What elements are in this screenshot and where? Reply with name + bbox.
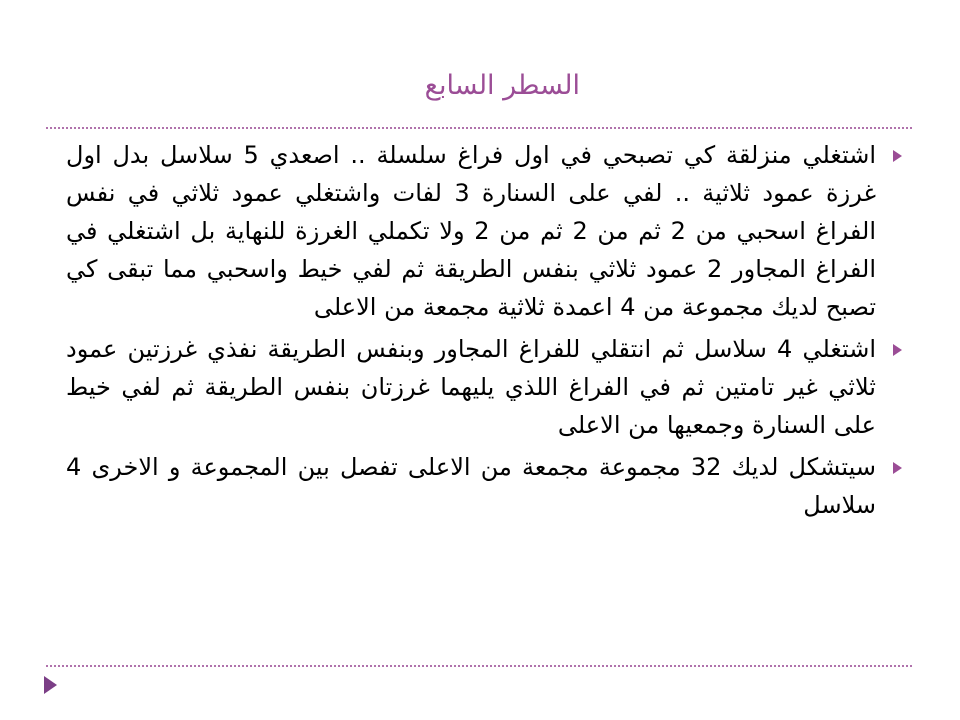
bottom-divider	[46, 665, 912, 667]
bullet-marker-icon	[893, 344, 902, 356]
bullet-text: سيتشكل لديك 32 مجموعة مجمعة من الاعلى تفصل بين المجموعة و الاخرى 4 سلاسل	[66, 453, 876, 519]
bullet-text: اشتغلي منزلقة كي تصبحي في اول فراغ سلسلة .. اصعدي 5 سلاسل بدل اول غرزة عمود ثلاثية .. لفي على السنارة 3 لفات واشتغلي عمود ثلاثي في نفس الفراغ اسحبي من 2 ثم من 2 ثم من 2 ولا تكملي الغرزة للنهاية بل اشتغلي في الفراغ المجاور 2 عمود ثلاثي بنفس الطريقة ثم لفي خيط واسحبي مما تبقى كي تصبح لديك مجموعة من 4 اعمدة ثلاثية مجمعة من الاعلى	[66, 141, 877, 321]
corner-triangle-icon	[44, 676, 57, 694]
bullet-item	[66, 330, 904, 444]
bullet-marker-icon	[893, 462, 902, 474]
slide-title: السطر السابع	[424, 70, 580, 101]
bullet-list	[66, 136, 904, 528]
bullet-item	[66, 136, 904, 326]
bullet-marker-icon	[893, 150, 902, 162]
bullet-text: اشتغلي 4 سلاسل ثم انتقلي للفراغ المجاور وبنفس الطريقة نفذي غرزتين عمود ثلاثي غير تامتين ثم في الفراغ اللذي يليهما غرزتان بنفس الطريقة ثم لفي خيط على السنارة وجمعيها من الاعلى	[66, 335, 876, 439]
top-divider	[46, 127, 912, 129]
bullet-item	[66, 448, 904, 524]
